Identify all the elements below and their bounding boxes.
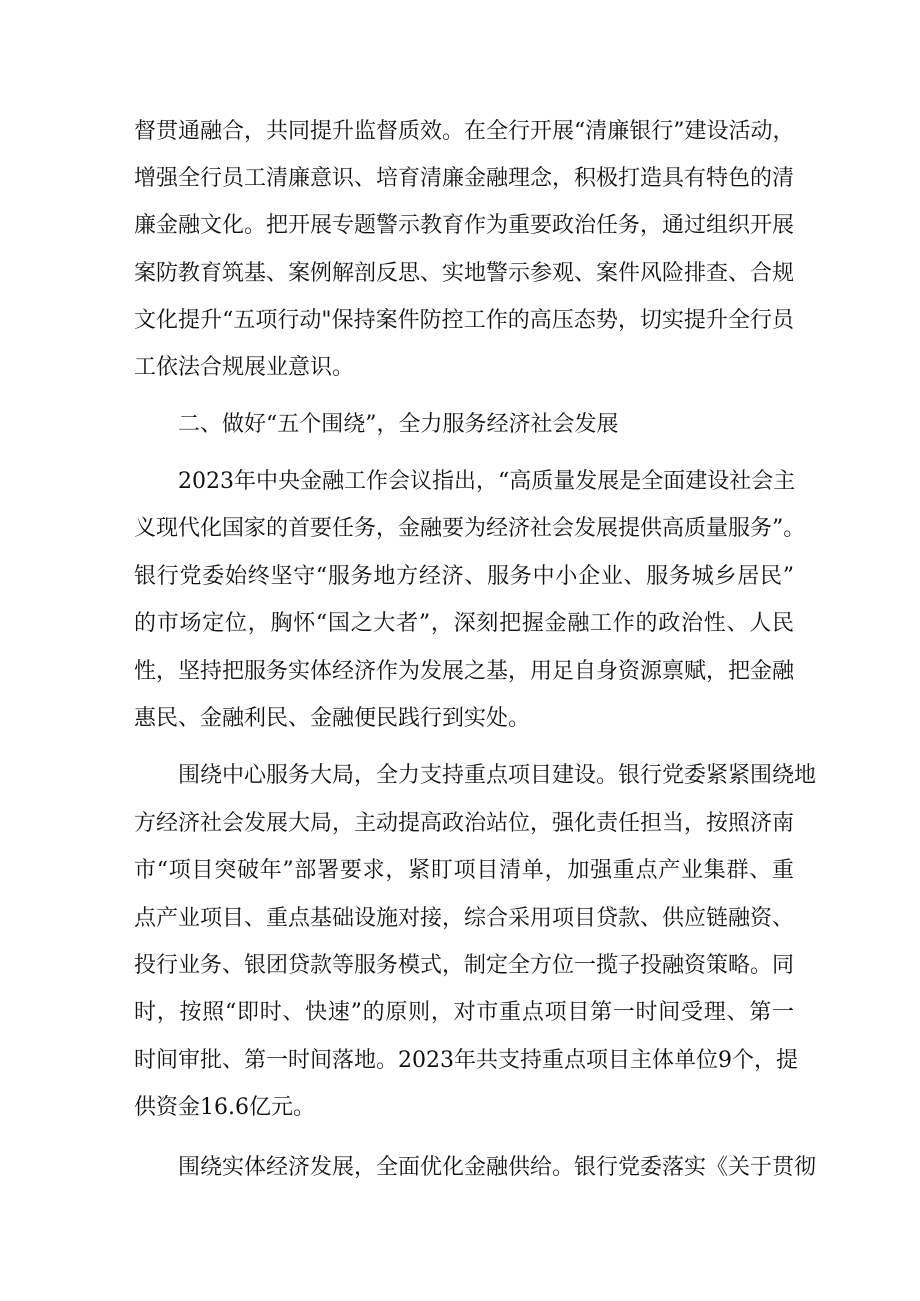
paragraph-3-line-1: 围绕中心服务大局，全力支持重点项目建设。银行党委紧紧围绕地 [178, 763, 817, 788]
paragraph-3-line-3: 市“项目突破年”部署要求，紧盯项目清单，加强重点产业集群、重 [134, 858, 794, 883]
paragraph-1-line-2: 增强全行员工清廉意识、培育清廉金融理念，积极打造具有特色的清 [134, 166, 795, 191]
paragraph-1-line-5: 文化提升“五项行动"保持案件防控工作的高压态势，切实提升全行员 [134, 308, 794, 333]
section-heading-2: 二、做好“五个围绕”，全力服务经济社会发展 [178, 412, 619, 437]
paragraph-3-line-6: 时，按照“即时、快速”的原则，对市重点项目第一时间受理、第一 [134, 1000, 794, 1025]
paragraph-3-line-7: 时间审批、第一时间落地。2023年共支持重点项目主体单位9个，提 [134, 1048, 798, 1073]
paragraph-1-line-1: 督贯通融合，共同提升监督质效。在全行开展“清廉银行”建设活动， [134, 119, 795, 144]
paragraph-3-line-4: 点产业项目、重点基础设施对接，综合采用项目贷款、供应链融资、 [134, 906, 795, 931]
paragraph-4-line-1: 围绕实体经济发展，全面优化金融供给。银行党委落实《关于贯彻 [178, 1155, 817, 1180]
paragraph-3-line-2: 方经济社会发展大局，主动提高政治站位，强化责任担当，按照济南 [134, 811, 795, 836]
paragraph-2-line-5: 性，坚持把服务实体经济作为发展之基，用足自身资源禀赋，把金融 [134, 659, 795, 684]
paragraph-2-line-3: 银行党委始终坚守“服务地方经济、服务中小企业、服务城乡居民” [134, 564, 794, 589]
paragraph-2-line-2: 义现代化国家的首要任务，金融要为经济社会发展提供高质量服务”。 [134, 516, 806, 541]
paragraph-2-line-6: 惠民、金融利民、金融便民践行到实处。 [134, 706, 531, 731]
paragraph-1-line-3: 廉金融文化。把开展专题警示教育作为重要政治任务，通过组织开展 [134, 213, 795, 238]
paragraph-2-line-4: 的市场定位，胸怀“国之大者”，深刻把握金融工作的政治性、人民 [134, 611, 794, 636]
paragraph-3-line-5: 投行业务、银团贷款等服务模式，制定全方位一揽子投融资策略。同 [134, 953, 795, 978]
paragraph-3-line-8: 供资金16.6亿元。 [134, 1095, 315, 1120]
paragraph-2-line-1: 2023年中央金融工作会议指出，“高质量发展是全面建设社会主 [178, 469, 796, 494]
paragraph-1-line-6: 工依法合规展业意识。 [134, 355, 355, 380]
paragraph-1-line-4: 案防教育筑基、案例解剖反思、实地警示参观、案件风险排查、合规 [134, 261, 795, 286]
